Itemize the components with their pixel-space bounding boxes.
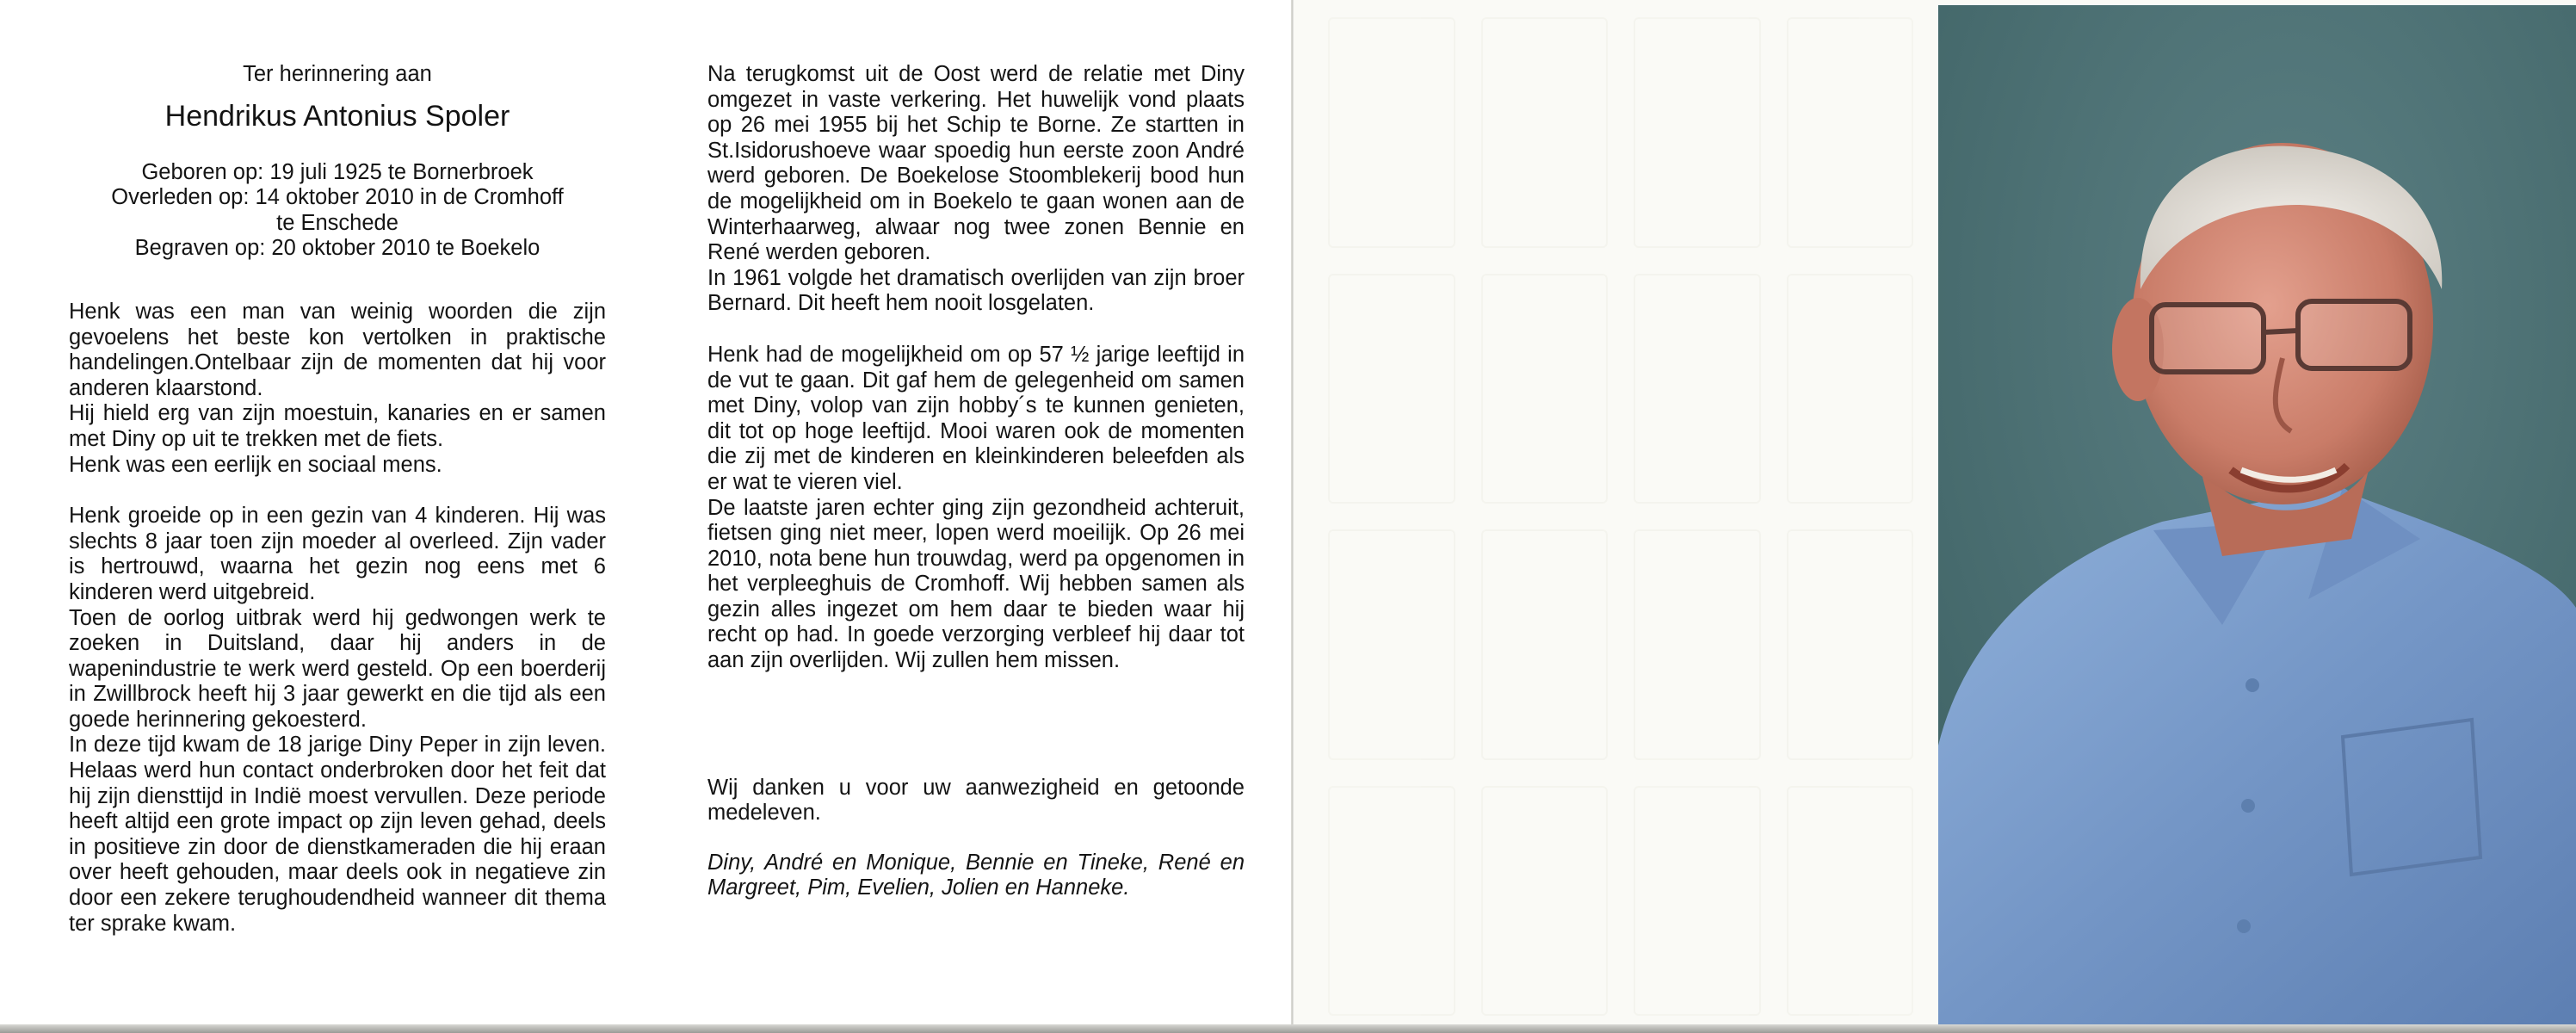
paragraph: Na terugkomst uit de Oost werd de relatie met Diny omgezet in vaste verkering. Het huwelijk vond plaats op 26 mei 1955 bij het Schip te Borne. Ze startten in St.Isidorushoeve waar spoedig hun eerste zoon André werd geboren. De Boekelose Stoomblekerij bood hun de mogelijkheid om in Boekelo te gaan wonen aan de Winterhaarweg, alwaar nog twee zonen Bennie en René werden geboren. xyxy=(707,62,1245,265)
portrait-illustration xyxy=(1938,5,2576,1028)
intro-text: Ter herinnering aan xyxy=(243,62,432,86)
left-column xyxy=(69,62,606,937)
life-dates xyxy=(69,160,606,262)
paper-watermark-pattern xyxy=(1328,17,1913,1016)
paragraph: Henk groeide op in een gezin van 4 kinderen. Hij was slechts 8 jaar toen zijn moeder al overleed. Zijn vader is hertrouwd, waarna het gezin nog eens met 6 kinderen werd uitgebreid. xyxy=(69,504,606,604)
paragraph: Henk was een man van weinig woorden die zijn gevoelens het beste kon vertolken in praktische handelingen.Ontelbaar zijn de momenten dat hij voor anderen klaarstond. xyxy=(69,299,606,400)
paragraph: Henk was een eerlijk en sociaal mens. xyxy=(69,452,442,477)
paragraph: Henk had de mogelijkheid om op 57 ½ jarige leeftijd in de vut te gaan. Dit gaf hem de gelegenheid om samen met Diny, volop van zijn hobby´s te kunnen genieten, dit tot op hoge leeftijd. Mooi waren ook de momenten die zij met de kinderen en kleinkinderen beleefden als er wat te vieren viel. xyxy=(707,342,1245,494)
burial-date: Begraven op: 20 oktober 2010 te Boekelo xyxy=(134,236,541,261)
paragraph: Toen de oorlog uitbrak werd hij gedwongen werk te zoeken in Duitsland, daar hij anders in de wapenindustrie te werk werd gesteld. Op een boerderij in Zwillbrock heeft hij 3 jaar gewerkt en die tijd als een goede herinnering gekoesterd. xyxy=(69,605,606,732)
right-column xyxy=(707,62,1245,901)
paragraph: In deze tijd kwam de 18 jarige Diny Peper in zijn leven. Helaas werd hun contact onderbroken door het feit dat hij zijn diensttijd in Indië moest vervullen. Deze periode heeft altijd een grote impact op zijn leven gehad, deels in positieve zin door de dienstkameraden die hij eraan over heeft gehouden, maar deels ook in negatieve zin door een zekere terughoudendheid wanneer dit thema ter sprake kwam. xyxy=(69,733,606,936)
paragraph: Hij hield erg van zijn moestuin, kanaries en er samen met Diny op uit te trekken met de fiets. xyxy=(69,401,606,451)
thanks-text: Wij danken u voor uw aanwezigheid en getoonde medeleven. xyxy=(707,775,1245,826)
death-place: te Enschede xyxy=(276,210,398,235)
death-date: Overleden op: 14 oktober 2010 in de Cromhoff xyxy=(111,185,564,210)
card-bottom-edge xyxy=(0,1024,2576,1033)
deceased-name: Hendrikus Antonius Spoler xyxy=(164,99,510,133)
portrait-photo xyxy=(1938,5,2576,1028)
paragraph: In 1961 volgde het dramatisch overlijden van zijn broer Bernard. Dit heeft hem nooit losgelaten. xyxy=(707,265,1245,316)
paragraph: De laatste jaren echter ging zijn gezondheid achteruit, fietsen ging niet meer, lopen werd moeilijk. Op 26 mei 2010, nota bene hun trouwdag, werd pa opgenomen in het verpleeghuis de Cromhoff. Wij hebben samen als gezin alles ingezet om hem daar te bieden waar hij recht op had. In goede verzorging verbleef hij daar tot aan zijn overlijden. Wij zullen hem missen. xyxy=(707,495,1245,673)
birth-date: Geboren op: 19 juli 1925 te Bornerbroek xyxy=(141,159,534,184)
family-signature: Diny, André en Monique, Bennie en Tineke, René en Margreet, Pim, Evelien, Jolien en Hanneke. xyxy=(707,850,1245,900)
